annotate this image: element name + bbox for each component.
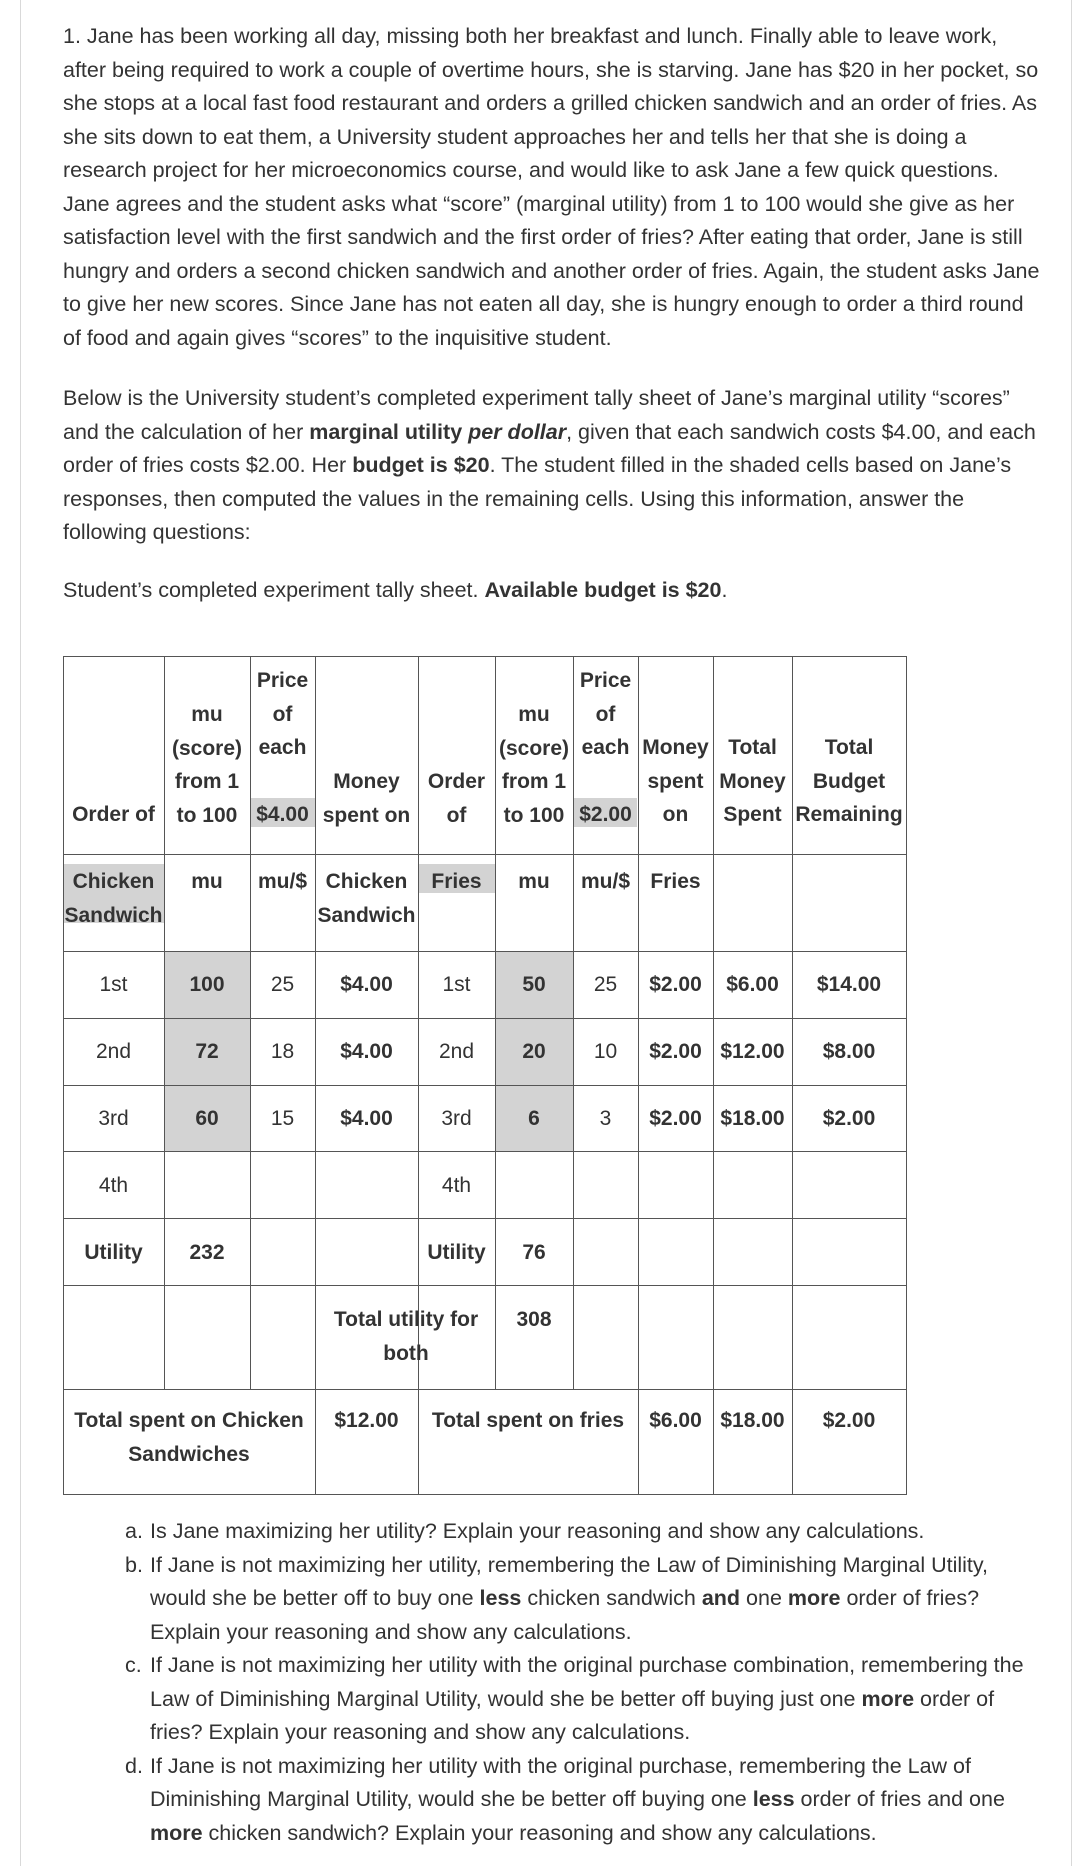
table-cell: 20 [522, 1040, 546, 1063]
header-mu-score-fries: mu (score) from 1 to 100 [498, 703, 570, 827]
table-cell: 100 [189, 973, 225, 996]
page [20, 0, 1072, 1866]
table-cell: 60 [195, 1107, 219, 1130]
bold-text: marginal utility per dollar [309, 419, 567, 444]
table-cell: $2.00 [649, 973, 702, 996]
table-cell: 6 [528, 1107, 540, 1130]
total-utility-label: Total utility for both [333, 1308, 479, 1365]
footer-total-spent: $18.00 [720, 1409, 785, 1432]
questions-list [125, 1515, 1045, 1850]
table-cell: 50 [522, 973, 546, 996]
header-total-money-spent: Total Money Spent [719, 736, 786, 826]
table-cell: 10 [593, 1040, 618, 1063]
table-cell: $18.00 [720, 1107, 785, 1130]
table-cell: $8.00 [822, 1040, 876, 1063]
header-price-sandwich: $4.00 [256, 803, 309, 826]
table-cell: 25 [270, 973, 295, 996]
table-cell: 4th [98, 1174, 129, 1197]
header-price-of-each: Price of each [256, 669, 309, 759]
subheader-chicken-sandwich-2: Chicken Sandwich [317, 870, 416, 927]
table-cell: 18 [270, 1040, 295, 1063]
instructions-paragraph [63, 382, 1043, 550]
utility-label-fries: Utility [427, 1241, 486, 1264]
subheader-mu-fries: mu [518, 870, 550, 893]
tally-sheet-table [63, 656, 907, 1495]
table-cell: 2nd [438, 1040, 475, 1063]
header-order-of: Order of [72, 803, 155, 826]
total-utility-value: 308 [516, 1308, 552, 1331]
table-cell: 3rd [441, 1107, 472, 1130]
utility-value-fries: 76 [522, 1241, 546, 1264]
footer-total-spent-sandwiches-label: Total spent on Chicken Sandwiches [74, 1409, 304, 1466]
table-cell: $4.00 [340, 1107, 393, 1130]
table-cell: 72 [195, 1040, 219, 1063]
subheader-fries: Fries [431, 870, 482, 893]
header-money-spent-on: Money spent on [322, 770, 411, 827]
header-order-of-fries: Order of [427, 770, 486, 827]
table-cell: 25 [593, 973, 618, 996]
table-cell: $2.00 [649, 1040, 702, 1063]
table-caption: Student’s completed experiment tally sheet. Available budget is $20. [63, 577, 728, 602]
question-b: b. If Jane is not maximizing her utility, remembering the Law of Diminishing Marginal Utility, would she be better off to buy one less chicken sandwich and one more order of fries? Explain your reasoning and show any calculations. [125, 1552, 989, 1644]
table-cell: 1st [442, 973, 471, 996]
header-mu-score: mu (score) from 1 to 100 [171, 703, 243, 827]
bold-text: Available budget is $20 [484, 577, 722, 602]
header-money-spent-on-fries: Money spent on [642, 736, 709, 826]
bold-text: budget is $20 [352, 453, 490, 477]
footer-total-spent-sandwiches-value: $12.00 [334, 1409, 399, 1432]
table-cell: 4th [441, 1174, 472, 1197]
footer-budget-remaining: $2.00 [822, 1409, 876, 1432]
question-c: c. If Jane is not maximizing her utility with the original purchase combination, remembering the Law of Diminishing Marginal Utility, would she be better off buying just one more order of fries? Explain your reasoning and show any calculations. [125, 1653, 1024, 1744]
table-cell: $6.00 [726, 973, 779, 996]
header-price-of-each-fries: Price of each [579, 669, 632, 759]
footer-total-spent-fries-value: $6.00 [649, 1409, 702, 1432]
subheader-mu: mu [191, 870, 223, 893]
text: , given that each sandwich costs $4.00, and each order of fries costs $2.00. Her [63, 419, 1036, 477]
table-cell: $4.00 [340, 1040, 393, 1063]
utility-value: 232 [189, 1241, 225, 1264]
utility-label: Utility [84, 1241, 143, 1264]
subheader-mu-per-dollar: mu/$ [257, 870, 307, 893]
header-total-budget-remaining: Total Budget Remaining [795, 736, 903, 826]
table-cell: $12.00 [720, 1040, 785, 1063]
table-cell: $4.00 [340, 973, 393, 996]
intro [63, 20, 1043, 607]
subheader-fries-2: Fries [650, 870, 701, 893]
table-cell: 1st [99, 973, 128, 996]
table-cell: $2.00 [822, 1107, 876, 1130]
question-a: a. Is Jane maximizing her utility? Explain your reasoning and show any calculations. [125, 1519, 925, 1543]
table-cell: 15 [270, 1107, 295, 1130]
table-cell: $2.00 [649, 1107, 702, 1130]
question-d: d. If Jane is not maximizing her utility with the original purchase, remembering the Law of Diminishing Marginal Utility, would she be better off buying one less order of fries and one more chicken sandwich? Explain your reasoning and show any calculations. [125, 1753, 1005, 1845]
table-cell: $14.00 [816, 973, 882, 996]
header-price-fries: $2.00 [579, 803, 632, 826]
table-cell: 3rd [98, 1107, 129, 1130]
text: . The student filled in the shaded cells based on Jane’s responses, then computed the values in the remaining cells. Using this information, answer the following questions: [63, 453, 1012, 544]
footer-total-spent-fries-label: Total spent on fries [431, 1409, 625, 1432]
text: Below is the University student’s completed experiment tally sheet of Jane’s marginal utility “scores” and the calculation of her [63, 386, 1010, 444]
table-cell: 2nd [95, 1040, 132, 1063]
problem-paragraph: 1. Jane has been working all day, missing both her breakfast and lunch. Finally able to leave work, after being required to work a couple of overtime hours, she is starving. Jane has $20 in her pocket, so she stops at a local fast food restaurant and orders a grilled chicken sandwich and an order of fries. As she sits down to eat them, a University student approaches her and tells her that she is doing a research project for her microeconomics course, and would like to ask Jane a few quick questions. Jane agrees and the student asks what “score” (marginal utility) from 1 to 100 would she give as her satisfaction level with the first sandwich and the first order of fries? After eating that order, Jane is still hungry and orders a second chicken sandwich and another order of fries. Again, the student asks Jane to give her new scores. Since Jane has not eaten all day, she is hungry enough to order a third round of food and again gives “scores” to the inquisitive student. [63, 24, 1040, 350]
table-cell: 3 [599, 1107, 612, 1130]
subheader-mu-per-dollar-fries: mu/$ [580, 870, 630, 893]
subheader-chicken-sandwich: Chicken Sandwich [64, 870, 163, 927]
